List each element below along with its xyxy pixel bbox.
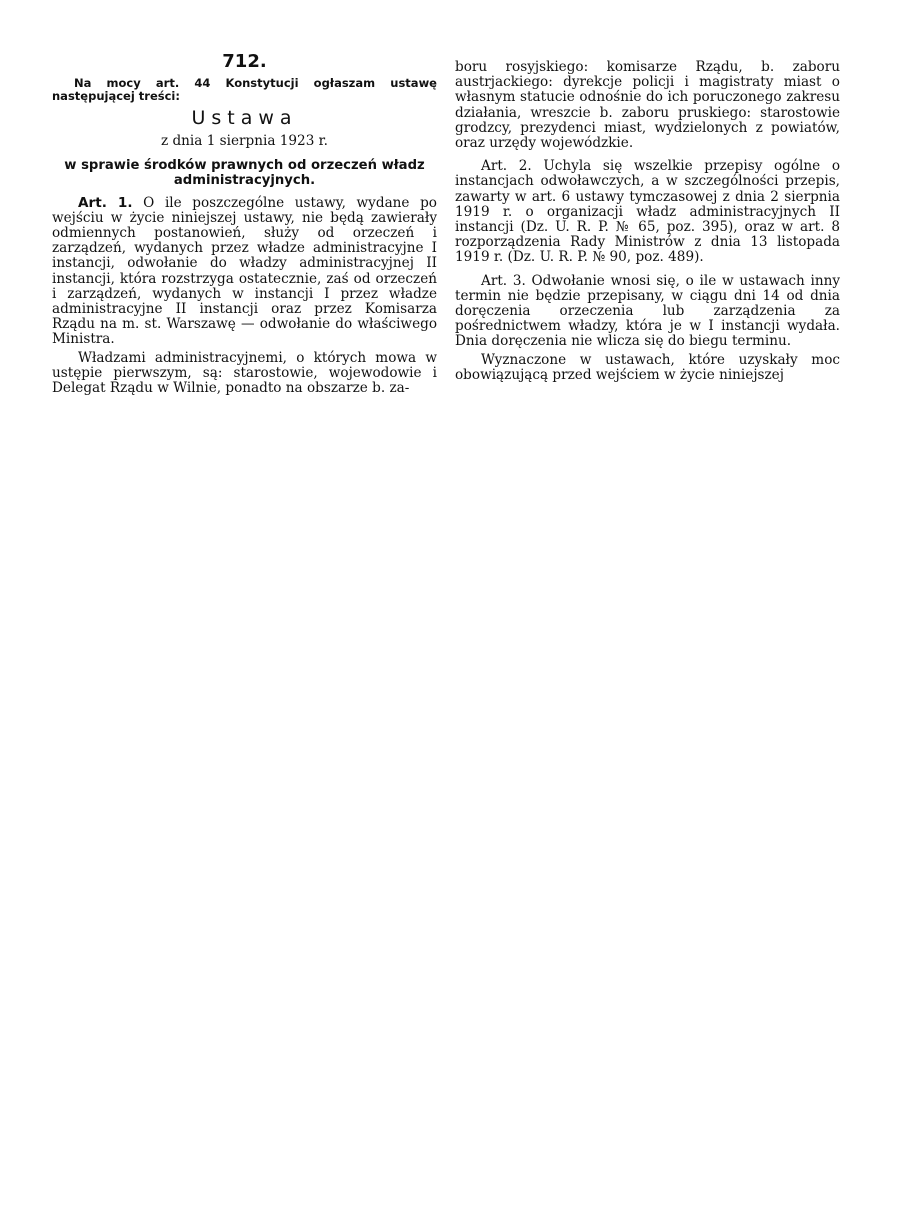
article-1-label: Art. 1. <box>78 194 133 211</box>
right-column <box>455 60 840 386</box>
act-number: 712. <box>222 51 267 72</box>
left-column <box>52 52 437 399</box>
article-2-paragraph <box>455 159 840 265</box>
act-title: Ustawa <box>191 107 298 130</box>
act-subject: w sprawie środków prawnych od orzeczeń władz administracyjnych. <box>64 157 425 188</box>
article-1-paragraph-2-continued: boru rosyjskiego: komisarze Rządu, b. zaboru austrjackiego: dyrekcje policji i magistraty miast o własnym statucie odnośnie do ich poruczonego zakresu działania, wreszcie b. zaboru pruskiego: starostowie grodzcy, prezydenci miast, wydzielonych z powiatów, oraz urzędy wojewódzkie. <box>455 59 840 152</box>
article-1-paragraph-2: Władzami administracyjnemi, o których mowa w ustępie pierwszym, są: starostowie, wojewodowie i Delegat Rządu w Wilnie, ponadto na obszarze b. za- <box>52 349 437 397</box>
article-2-label: Art. 2. <box>481 158 532 175</box>
article-3-text: Odwołanie wnosi się, o ile w ustawach inny termin nie będzie przepisany, w ciągu dni 14 od dnia doręczenia orzeczenia lub zarządzenia za pośrednictwem władzy, która je w I instancji wydała. Dnia doręczenia nie wlicza się do biegu terminu. <box>455 272 841 350</box>
article-3-label: Art. 3. <box>481 272 526 289</box>
article-1-text: O ile poszczególne ustawy, wydane po wejściu w życie niniejszej ustawy, nie będą zawierały odmiennych postanowień, służy od orzeczeń i zarządzeń, wydanych przez władze administracyjne I instancji, odwołanie do władzy administracyjnej II instancji, która rozstrzyga ostatecznie, zaś od orzeczeń i zarządzeń, wydanych w instancji I przez władze administracyjne II instancji oraz przez Komisarza Rządu na m. st. Warszawę — odwołanie do właściwego Ministra. <box>52 194 437 348</box>
article-3-paragraph-1 <box>455 274 840 350</box>
article-3-paragraph-2: Wyznaczone w ustawach, które uzyskały moc obowiązującą przed wejściem w życie niniejszej <box>455 351 840 383</box>
promulgation-intro: Na mocy art. 44 Konstytucji ogłaszam ustawę następującej treści: <box>52 76 437 104</box>
act-date: z dnia 1 sierpnia 1923 r. <box>160 133 329 150</box>
article-1-paragraph-1 <box>52 196 437 348</box>
article-2-text: Uchyla się wszelkie przepisy ogólne o instancjach odwoławczych, a w szczególności przepis, zawarty w art. 6 ustawy tymczasowej z dnia 2 sierpnia 1919 r. o organizacji władz administracyjnych II instancji (Dz. U. R. P. № 65, poz. 395), oraz w art. 8 rozporządzenia Rady Ministrów z dnia 13 listopada 1919 r. (Dz. U. R. P. № 90, poz. 489). <box>455 158 841 266</box>
